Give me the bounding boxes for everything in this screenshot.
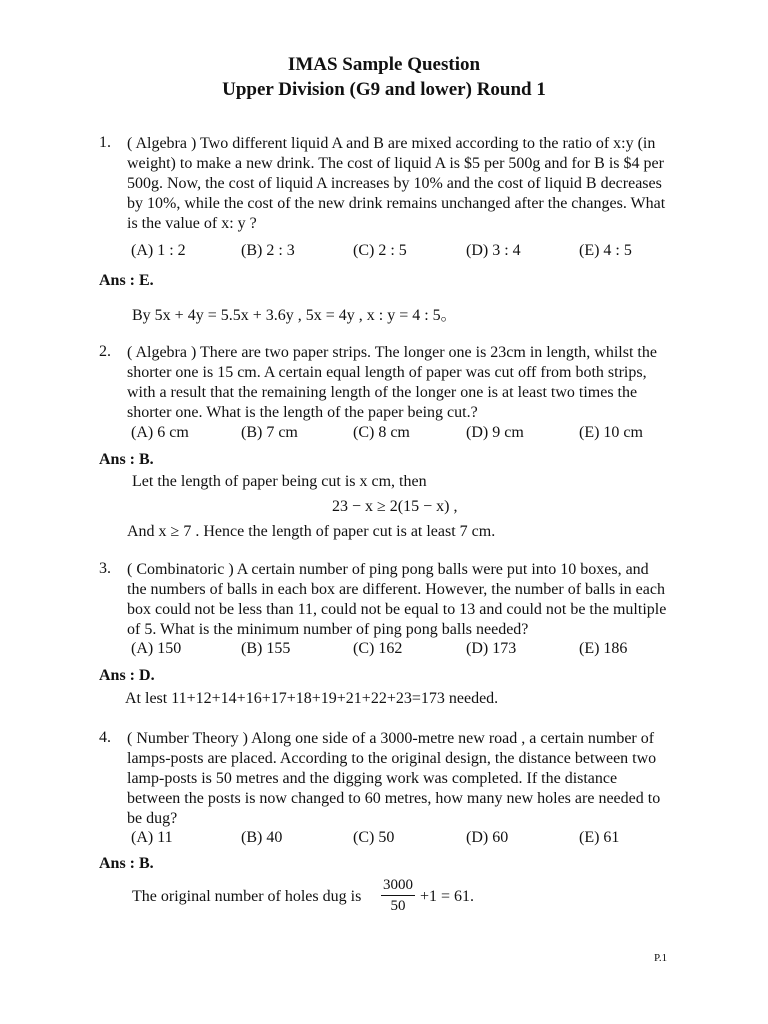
- answer-options: [131, 424, 691, 444]
- option-c: (C) 8 cm: [353, 424, 410, 441]
- question-number: 4.: [99, 729, 111, 746]
- answer-options: [131, 829, 691, 849]
- option-e: (E) 10 cm: [579, 424, 643, 441]
- solution-inequality: 23 − x ≥ 2(15 − x) ,: [332, 498, 458, 515]
- fraction: [381, 877, 415, 915]
- option-a: (A) 1 : 2: [131, 242, 186, 259]
- question-number: 3.: [99, 560, 111, 577]
- option-b: (B) 7 cm: [241, 424, 298, 441]
- option-b: (B) 2 : 3: [241, 242, 295, 259]
- option-a: (A) 11: [131, 829, 173, 846]
- option-e: (E) 61: [579, 829, 620, 846]
- answer-label: Ans : B.: [99, 451, 154, 468]
- option-d: (D) 9 cm: [466, 424, 524, 441]
- solution-line: At lest 11+12+14+16+17+18+19+21+22+23=173 needed.: [125, 690, 499, 707]
- fraction-numerator: 3000: [381, 877, 415, 896]
- answer-options: [131, 640, 691, 660]
- question-number: 2.: [99, 343, 111, 360]
- solution-line: Let the length of paper being cut is x cm, then: [132, 473, 427, 490]
- solution-line: The original number of holes dug is: [132, 888, 362, 905]
- document-subtitle: Upper Division (G9 and lower) Round 1: [222, 79, 546, 100]
- question-text: ( Combinatoric ) A certain number of ping pong balls were put into 10 boxes, and the numbers of balls in each box are different. However, the number of balls in each box could not be less than 11, could not be equal to 13 and could not be the multiple of 5. What is the minimum number of ping pong balls needed?: [127, 561, 667, 638]
- option-c: (C) 162: [353, 640, 403, 657]
- question-text: ( Algebra ) There are two paper strips. The longer one is 23cm in length, whilst the shorter one is 15 cm. A certain equal length of paper was cut off from both strips, with a result that the remaining length of the longer one is at least two times the shorter one. What is the length of the paper being cut.?: [127, 344, 657, 421]
- answer-options: [131, 242, 691, 262]
- answer-label: Ans : E.: [99, 272, 154, 289]
- question-text: ( Algebra ) Two different liquid A and B are mixed according to the ratio of x:y (in weight) to make a new drink. The cost of liquid A is $5 per 500g and for B is $4 per 500g. Now, the cost of liquid A increases by 10% and the cost of liquid B decreases by 10%, while the cost of the new drink remains unchanged after the changes. What is the value of x: y ?: [127, 135, 666, 232]
- option-b: (B) 155: [241, 640, 291, 657]
- option-b: (B) 40: [241, 829, 283, 846]
- question-text: ( Number Theory ) Along one side of a 3000-metre new road , a certain number of lamps-posts are placed. According to the original design, the distance between two lamp-posts is 50 metres and the digging work was completed. If the distance between the posts is now changed to 60 metres, how many new holes are needed to be dug?: [127, 730, 661, 827]
- solution-result: +1 = 61.: [420, 888, 475, 905]
- option-d: (D) 3 : 4: [466, 242, 521, 259]
- answer-label: Ans : B.: [99, 855, 154, 872]
- solution-line: And x ≥ 7 . Hence the length of paper cut is at least 7 cm.: [127, 523, 496, 540]
- fraction-denominator: 50: [390, 898, 406, 914]
- option-d: (D) 173: [466, 640, 517, 657]
- option-c: (C) 2 : 5: [353, 242, 407, 259]
- page-number: P.1: [654, 952, 668, 964]
- question-number: 1.: [99, 134, 111, 151]
- option-e: (E) 4 : 5: [579, 242, 632, 259]
- option-a: (A) 150: [131, 640, 182, 657]
- solution-line: By 5x + 4y = 5.5x + 3.6y , 5x = 4y , x : y = 4 : 5。: [132, 307, 457, 324]
- option-d: (D) 60: [466, 829, 509, 846]
- document-title: IMAS Sample Question: [287, 54, 481, 75]
- option-c: (C) 50: [353, 829, 395, 846]
- option-e: (E) 186: [579, 640, 628, 657]
- answer-label: Ans : D.: [99, 667, 155, 684]
- option-a: (A) 6 cm: [131, 424, 189, 441]
